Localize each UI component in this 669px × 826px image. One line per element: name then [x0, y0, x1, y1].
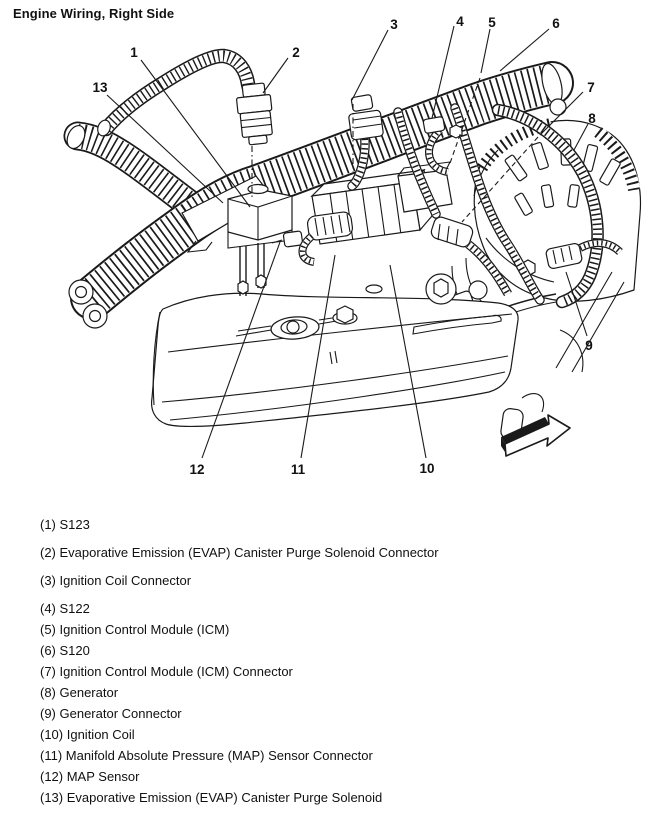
- callout-13: 13: [92, 80, 108, 95]
- thin-harness-hose: [96, 56, 250, 138]
- callout-2: 2: [292, 45, 300, 60]
- leader-line-2: [263, 58, 288, 93]
- legend-item-1: (1) S123: [40, 517, 90, 532]
- valve-cover-cap: [426, 274, 456, 304]
- callout-7: 7: [587, 80, 595, 95]
- callout-11: 11: [290, 462, 306, 477]
- legend-item-3: (3) Ignition Coil Connector: [40, 573, 192, 588]
- legend-item-11: (11) Manifold Absolute Pressure (MAP) Sensor Connector: [40, 748, 373, 763]
- legend-item-7: (7) Ignition Control Module (ICM) Connector: [40, 664, 293, 679]
- callout-12: 12: [189, 462, 205, 477]
- valve-cover-oval: [366, 285, 382, 293]
- evap-purge-solenoid-connector: [235, 82, 275, 145]
- callout-6: 6: [552, 16, 560, 31]
- legend-item-6: (6) S120: [40, 643, 90, 658]
- callout-8: 8: [588, 111, 596, 126]
- callout-1: 1: [130, 45, 138, 60]
- branch-harness-tube: [64, 123, 200, 212]
- callout-3: 3: [390, 17, 398, 32]
- leader-line-3: [352, 30, 388, 100]
- callout-10: 10: [419, 461, 435, 476]
- callout-9: 9: [585, 338, 593, 353]
- ignition-coil-connector: [348, 94, 383, 140]
- legend-item-9: (9) Generator Connector: [40, 706, 182, 721]
- legend-item-2: (2) Evaporative Emission (EVAP) Canister Purge Solenoid Connector: [40, 545, 439, 560]
- page-title: Engine Wiring, Right Side: [13, 6, 175, 21]
- legend-item-10: (10) Ignition Coil: [40, 727, 135, 742]
- leader-line-5: [481, 29, 490, 73]
- callout-5: 5: [488, 15, 496, 30]
- legend-item-8: (8) Generator: [40, 685, 119, 700]
- legend-item-4: (4) S122: [40, 601, 90, 616]
- legend-item-12: (12) MAP Sensor: [40, 769, 140, 784]
- legend-item-13: (13) Evaporative Emission (EVAP) Canister Purge Solenoid: [40, 790, 383, 805]
- evap-purge-solenoid: [228, 185, 292, 297]
- legend: [40, 517, 655, 811]
- callout-4: 4: [456, 14, 464, 29]
- legend-item-5: (5) Ignition Control Module (ICM): [40, 622, 230, 637]
